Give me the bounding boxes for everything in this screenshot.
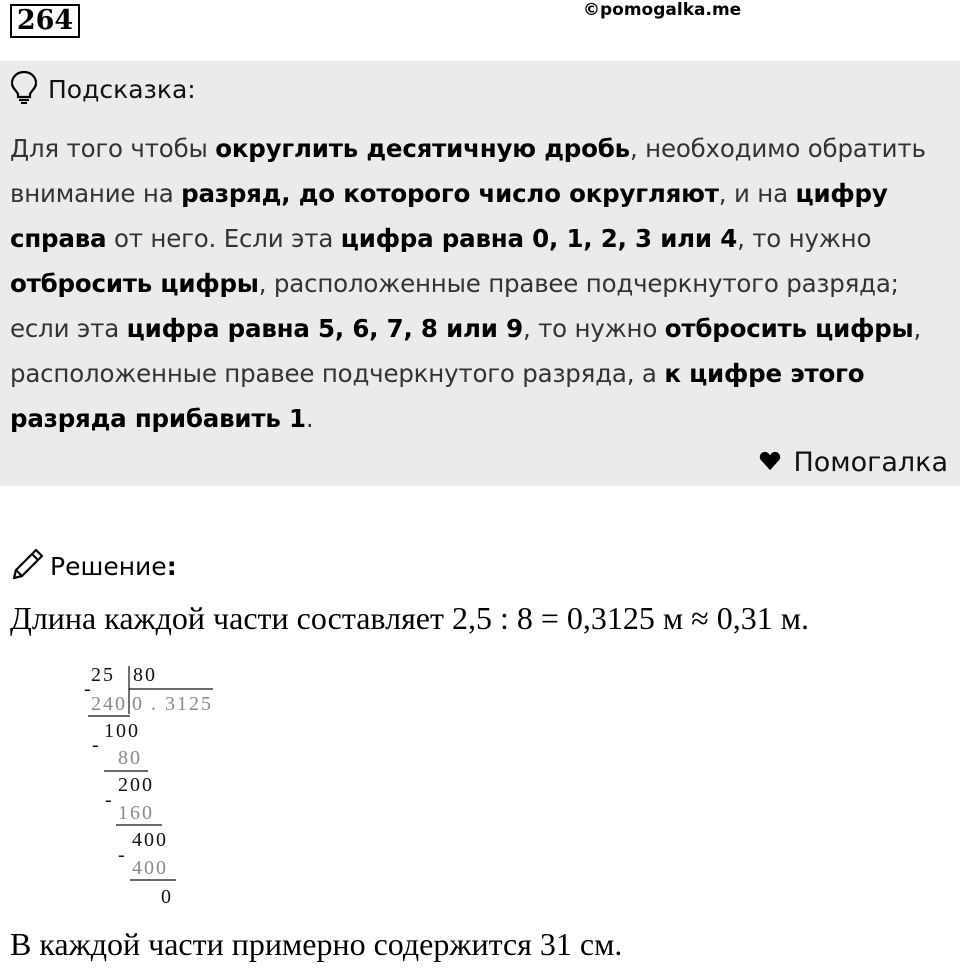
pencil-icon	[10, 546, 46, 586]
watermark: ©pomogalka.me	[583, 0, 742, 20]
solution-title-colon: :	[166, 551, 177, 581]
remainder-4: 0	[161, 886, 173, 908]
solution-header	[10, 546, 177, 586]
hint-text-bold: разряд, до которого число округляют	[181, 179, 719, 208]
hint-title: Подсказка:	[48, 74, 196, 104]
hint-text-bold: цифра равна 5, 6, 7, 8 или 9	[126, 314, 523, 343]
hint-text-bold: округлить десятичную дробь	[215, 134, 630, 163]
hint-text-segment: , то нужно	[737, 224, 872, 253]
minus-sign: -	[92, 734, 101, 756]
hint-text-bold: отбросить цифры	[10, 269, 259, 298]
hint-text	[10, 126, 955, 441]
hint-text-bold: к цифре этого разряда прибавить 1	[10, 359, 865, 433]
solution-title-text: Решение	[50, 551, 167, 581]
hint-text-segment: , и на	[718, 179, 796, 208]
hint-text-segment: .	[305, 404, 314, 433]
minus-sign: -	[118, 844, 127, 866]
divisor: 80	[133, 664, 157, 686]
hint-text-bold: отбросить цифры	[664, 314, 914, 343]
subtract-3: 160	[118, 802, 154, 824]
hint-text-segment: , то нужно	[522, 314, 665, 343]
signature-text: Помогалка	[793, 447, 948, 478]
solution-title	[50, 552, 177, 581]
dividend: 25	[91, 664, 115, 686]
hint-header	[8, 71, 196, 107]
remainder-2: 200	[118, 774, 154, 796]
minus-sign: -	[105, 789, 114, 811]
remainder-3: 400	[132, 829, 168, 851]
signature	[759, 447, 948, 478]
subtract-1: 240	[91, 693, 127, 715]
long-division	[80, 660, 240, 910]
task-number: 264	[10, 4, 80, 38]
subtract-2: 80	[118, 747, 142, 769]
hint-text-segment: , расположенные правее подчеркнутого разряда; если эта	[10, 269, 899, 343]
minus-sign: -	[84, 678, 93, 700]
remainder-1: 100	[104, 720, 140, 742]
hint-text-segment: Для того чтобы	[10, 134, 216, 163]
hint-text-bold: цифру справа	[10, 179, 888, 253]
solution-line-1: Длина каждой части составляет 2,5 : 8 = 0,3125 м ≈ 0,31 м.	[10, 600, 809, 636]
quotient: 0 . 3125	[132, 693, 213, 715]
lightbulb-icon	[8, 70, 40, 108]
subtract-4: 400	[132, 857, 168, 879]
heart-icon	[759, 447, 793, 478]
hint-box	[0, 61, 960, 486]
hint-text-segment: , расположенные правее подчеркнутого разряда, а	[10, 314, 922, 388]
solution-line-2: В каждой части примерно содержится 31 см.	[10, 926, 623, 962]
hint-text-segment: от него. Если эта	[106, 224, 341, 253]
hint-text-segment: , необходимо обратить внимание на	[10, 134, 926, 208]
hint-text-bold: цифра равна 0, 1, 2, 3 или 4	[340, 224, 738, 253]
